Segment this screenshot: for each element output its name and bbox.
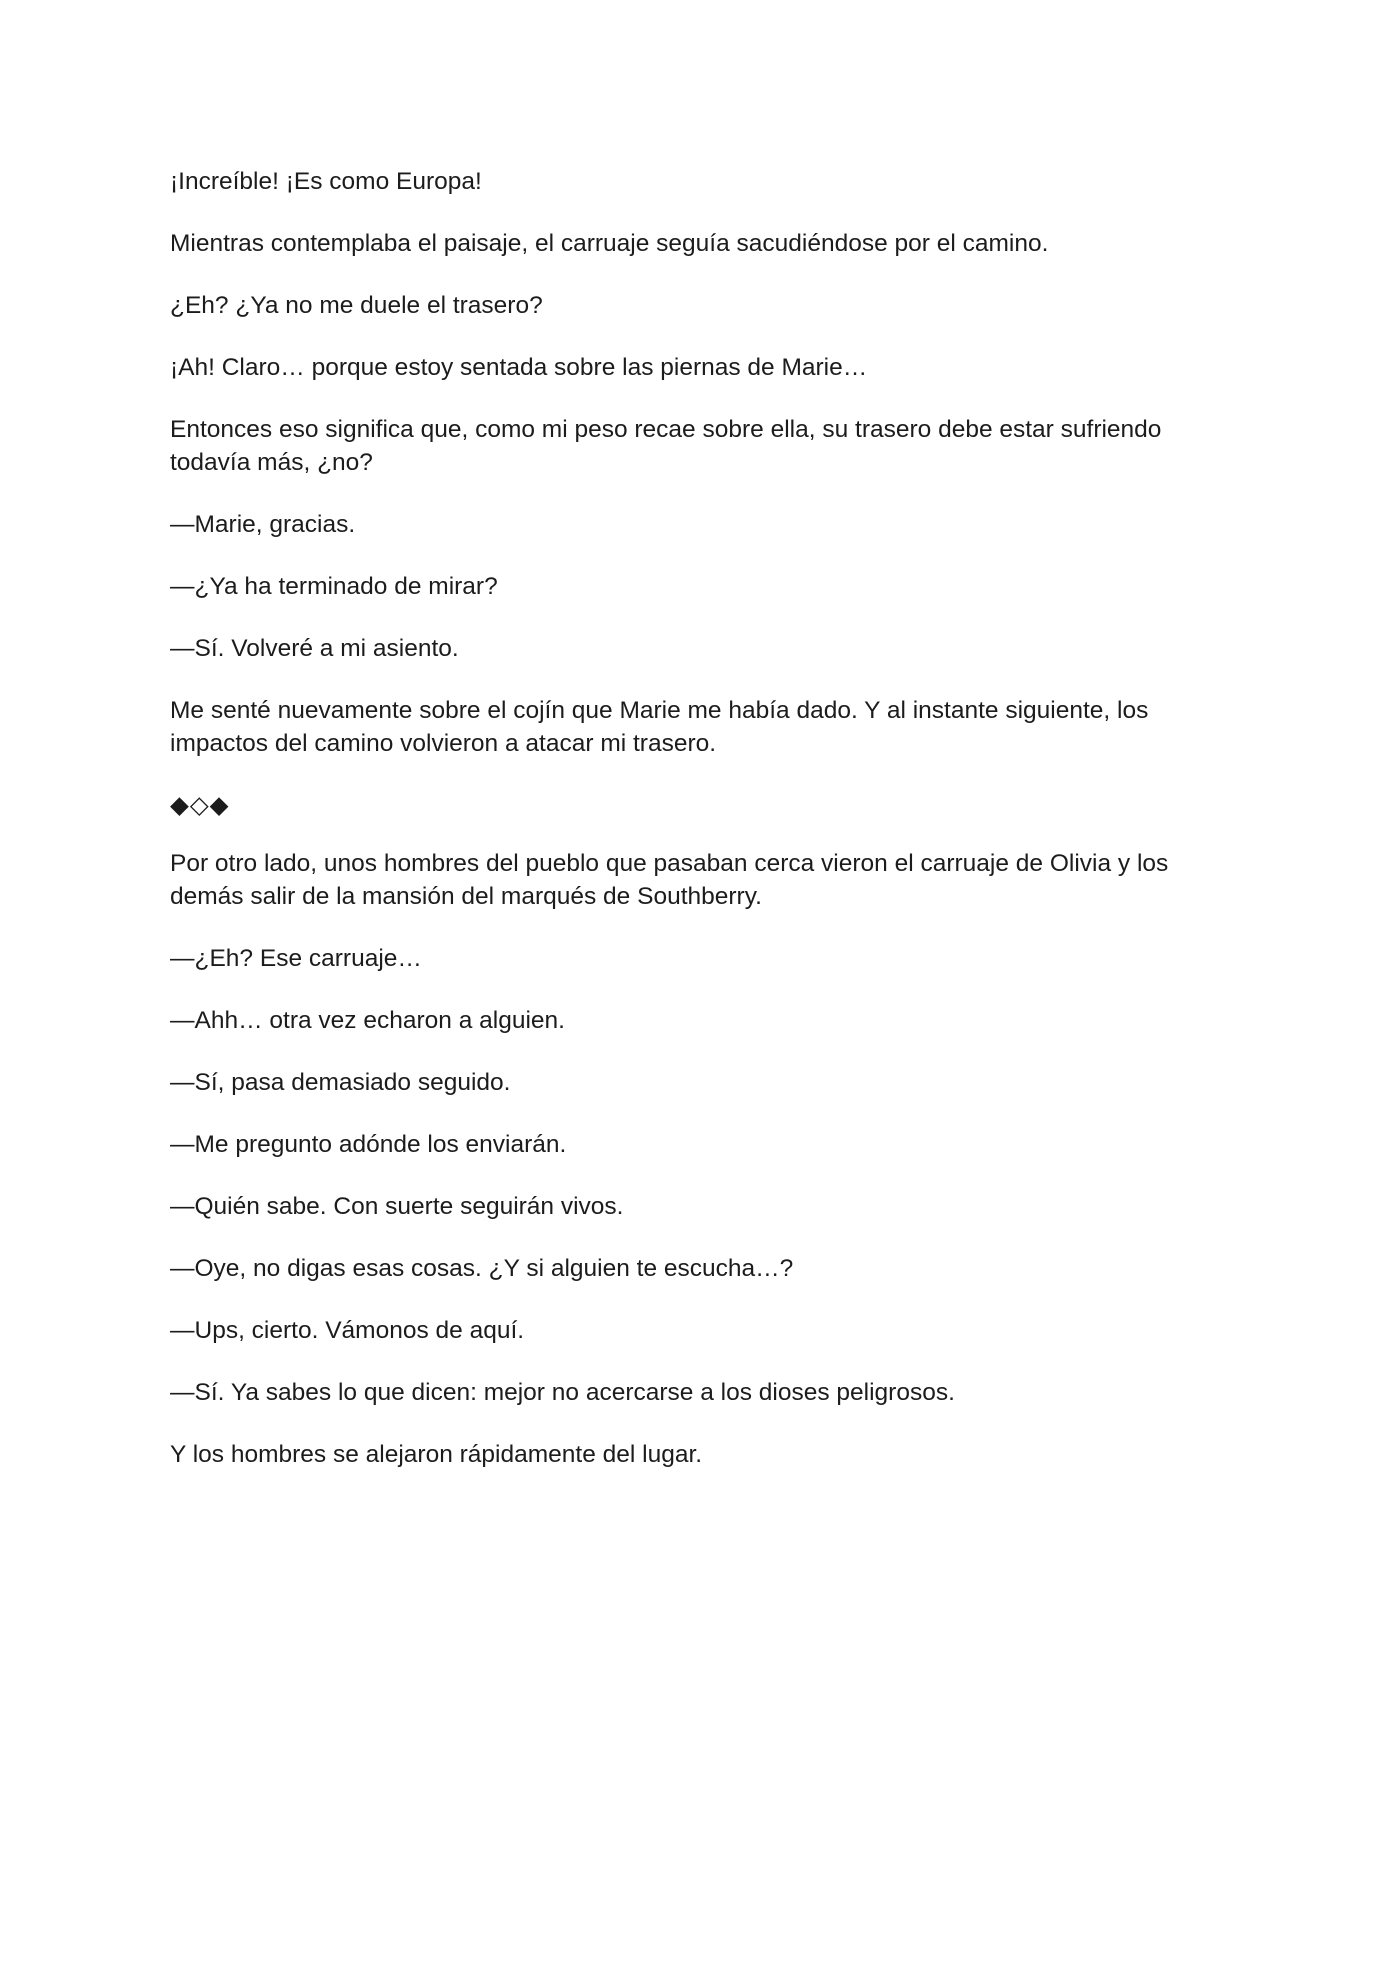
- scene-separator: ◆◇◆: [170, 792, 230, 819]
- dialogue-line: —Quién sabe. Con suerte seguirán vivos.: [170, 1193, 624, 1220]
- dialogue-line: —Sí. Volveré a mi asiento.: [170, 635, 459, 662]
- paragraph: ¡Increíble! ¡Es como Europa!: [170, 168, 482, 195]
- dialogue-line: —Me pregunto adónde los enviarán.: [170, 1131, 567, 1158]
- dialogue-line: —¿Eh? Ese carruaje…: [170, 945, 422, 972]
- paragraph: Mientras contemplaba el paisaje, el carruaje seguía sacudiéndose por el camino.: [170, 230, 1049, 257]
- paragraph: Me senté nuevamente sobre el cojín que Marie me había dado. Y al instante siguiente, los impactos del camino volvieron a atacar mi trasero.: [170, 697, 1149, 757]
- paragraph: ¿Eh? ¿Ya no me duele el trasero?: [170, 292, 543, 319]
- paragraph: Y los hombres se alejaron rápidamente del lugar.: [170, 1441, 703, 1468]
- document-body: [170, 165, 1230, 1500]
- dialogue-line: —Ahh… otra vez echaron a alguien.: [170, 1007, 565, 1034]
- paragraph: Por otro lado, unos hombres del pueblo que pasaban cerca vieron el carruaje de Olivia y los demás salir de la mansión del marqués de Southberry.: [170, 850, 1169, 910]
- paragraph: Entonces eso significa que, como mi peso recae sobre ella, su trasero debe estar sufriendo todavía más, ¿no?: [170, 416, 1162, 476]
- dialogue-line: —Oye, no digas esas cosas. ¿Y si alguien te escucha…?: [170, 1255, 794, 1282]
- dialogue-line: —¿Ya ha terminado de mirar?: [170, 573, 498, 600]
- dialogue-line: —Ups, cierto. Vámonos de aquí.: [170, 1317, 525, 1344]
- dialogue-line: —Sí, pasa demasiado seguido.: [170, 1069, 511, 1096]
- paragraph: ¡Ah! Claro… porque estoy sentada sobre las piernas de Marie…: [170, 354, 868, 381]
- dialogue-line: —Sí. Ya sabes lo que dicen: mejor no acercarse a los dioses peligrosos.: [170, 1379, 955, 1406]
- dialogue-line: —Marie, gracias.: [170, 511, 356, 538]
